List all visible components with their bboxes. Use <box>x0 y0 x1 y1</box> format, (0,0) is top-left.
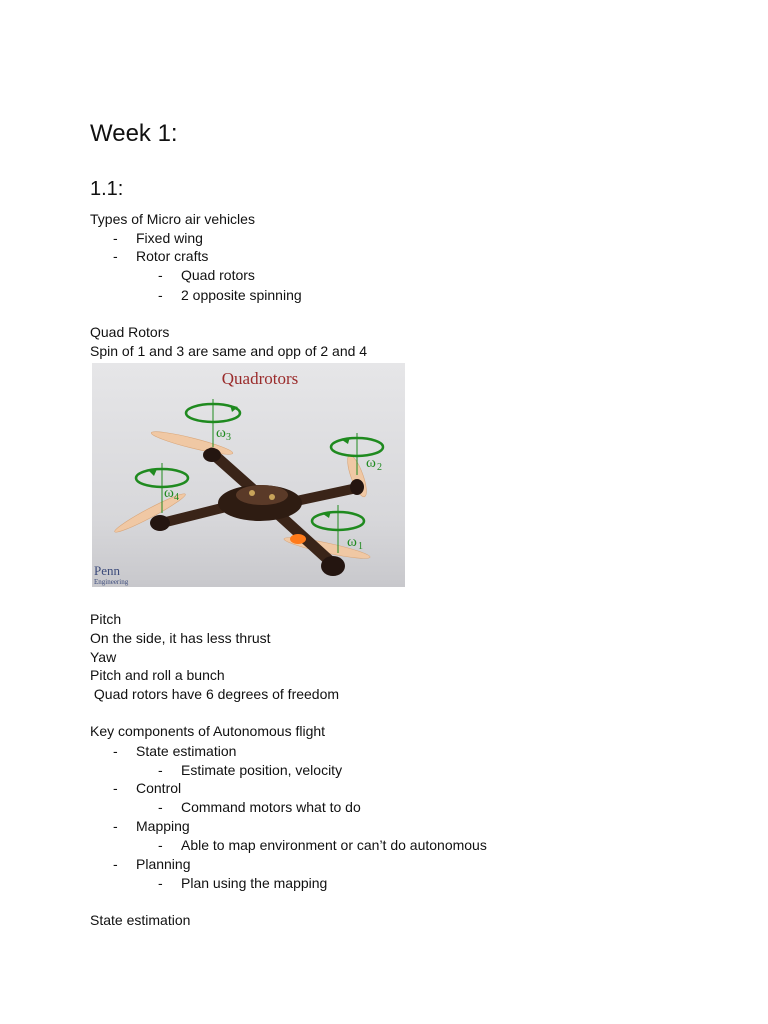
page-heading: Week 1: <box>90 120 178 147</box>
key-components-title: Key components of Autonomous flight <box>90 723 326 739</box>
bullet-dash: - <box>113 818 118 834</box>
bullet-dash: - <box>158 762 163 778</box>
figure-title: Quadrotors <box>221 369 299 388</box>
list-item-quad-rotors: Quad rotors <box>181 267 255 283</box>
list-item-fixed-wing: Fixed wing <box>136 230 203 246</box>
list-item-planning-sub: Plan using the mapping <box>181 875 328 891</box>
svg-text:2: 2 <box>377 462 382 473</box>
bullet-dash: - <box>113 856 118 872</box>
omega-2: ω <box>366 455 376 471</box>
list-item-control: Control <box>136 780 182 796</box>
bullet-dash: - <box>158 875 163 891</box>
bullet-dash: - <box>113 743 118 759</box>
pitch-note: On the side, it has less thrust <box>90 630 271 646</box>
bullet-dash: - <box>113 230 118 246</box>
bullet-dash: - <box>113 248 118 264</box>
omega-1: ω <box>347 534 357 550</box>
penn-logo-text: Penn <box>94 563 120 578</box>
engineering-logo-text: Engineering <box>94 578 129 586</box>
quad-rotors-title: Quad Rotors <box>90 324 170 340</box>
bullet-dash: - <box>158 267 163 283</box>
quadrotor-illustration <box>92 363 405 587</box>
bullet-dash: - <box>158 799 163 815</box>
pitch-roll-note: Pitch and roll a bunch <box>90 667 225 683</box>
svg-text:4: 4 <box>174 492 179 503</box>
svg-text:3: 3 <box>226 432 231 443</box>
bullet-dash: - <box>113 780 118 796</box>
yaw-label: Yaw <box>90 649 117 665</box>
list-item-state-estimation: State estimation <box>136 743 237 759</box>
types-title: Types of Micro air vehicles <box>90 211 255 227</box>
orange-light <box>290 534 306 544</box>
bullet-dash: - <box>158 287 163 303</box>
body-top <box>236 485 288 505</box>
list-item-opposite-spinning: 2 opposite spinning <box>181 287 302 303</box>
pitch-label: Pitch <box>90 611 122 627</box>
state-estimation-heading: State estimation <box>90 912 191 928</box>
omega-3: ω <box>216 425 226 441</box>
list-item-mapping-sub: Able to map environment or can’t do autonomous <box>181 837 487 853</box>
quadrotor-figure <box>92 363 405 587</box>
quad-spin-note: Spin of 1 and 3 are same and opp of 2 and 4 <box>90 343 368 359</box>
section-heading: 1.1: <box>90 178 124 200</box>
dof-note: Quad rotors have 6 degrees of freedom <box>90 686 340 702</box>
rotation-arrows <box>136 399 383 553</box>
list-item-control-sub: Command motors what to do <box>181 799 361 815</box>
list-item-rotor-crafts: Rotor crafts <box>136 248 209 264</box>
bullet-dash: - <box>158 837 163 853</box>
list-item-state-sub: Estimate position, velocity <box>181 762 343 778</box>
svg-text:1: 1 <box>358 541 363 552</box>
list-item-mapping: Mapping <box>136 818 190 834</box>
list-item-planning: Planning <box>136 856 191 872</box>
omega-4: ω <box>164 485 174 501</box>
